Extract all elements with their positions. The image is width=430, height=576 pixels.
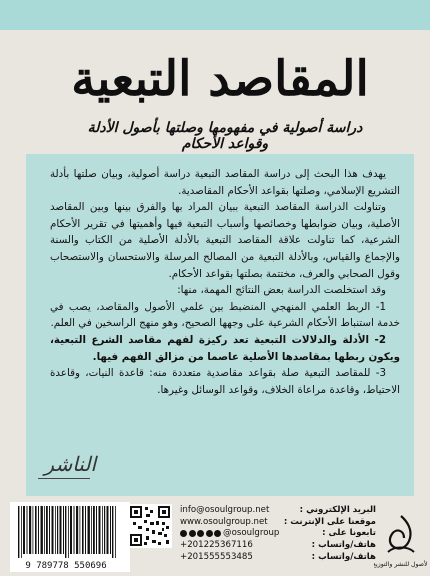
blurb-result-2: 2- الأدلة والدلالات التبعية تعد ركيزة لفهم مقاصد الشرع التبعية، ويكون ربطها بمقاصدها الأصلية عاصما من مزالق الفهم فيها. [50, 333, 400, 363]
phone-2-label: هاتف/واتساب : [311, 551, 376, 562]
contact-row-website [180, 516, 376, 528]
contact-row-phone-1 [180, 539, 376, 551]
publisher-logo [374, 512, 428, 570]
social-handle: @osoulgroup [223, 528, 280, 539]
website-label: موقعنا على الإنترنت : [283, 516, 376, 527]
barcode-icon [10, 502, 130, 572]
isbn-digits: 9 789778 550696 [25, 561, 107, 571]
website-value: www.osoulgroup.net [180, 516, 268, 527]
book-title: المقاصد التبعية [71, 51, 369, 107]
instagram-icon [214, 530, 221, 537]
phone-1-label: هاتف/واتساب : [311, 539, 376, 550]
blurb-paragraph: وقد استخلصت الدراسة بعض النتائج المهمة، منها: [177, 284, 386, 297]
publisher-logo-icon [374, 512, 428, 570]
top-color-band [0, 0, 430, 30]
email-value: info@osoulgroup.net [180, 504, 270, 515]
contact-row-email [180, 504, 376, 516]
social-label: تابعونا على : [322, 528, 376, 539]
youtube-icon [197, 530, 204, 537]
phone-1-value: +201225367116 [180, 539, 253, 550]
contact-row-phone-2 [180, 551, 376, 563]
blurb-result-3: 3- للمقاصد التبعية صلة بقواعد مقاصدية متعددة منه: قاعدة النيات، وقاعدة الاحتياط، وقاعدة مراعاة الخلاف، وقواعد الوسائل وغيرها. [50, 367, 400, 396]
contact-info [180, 504, 376, 562]
contact-row-social [180, 527, 376, 539]
isbn-barcode [10, 502, 130, 572]
blurb-result-1: 1- الربط العلمي المنهجي المنضبط بين علمي الأصول والمقاصد، يصب في خدمة استنباط الأحكام الشرعية على وجهها الصحيح، وهو منهج الراسخين في العلم. [50, 300, 400, 330]
phone-2-value: +201555553485 [180, 551, 253, 562]
blurb-paragraph: وتناولت الدراسة المقاصد التبعية ببيان المراد بها والفرق بينها وبين المقاصد الأصلية، وبيان ضوابطها وخصائصها وأسباب التبعية فيها وأهميتها في تقرير الأحكام الشرعية، كما تناولت علاقة المقاصد التبعية بالأدلة الأصلية من الكتاب والسنة والإجماع والقياس، وبالأدلة التبعية من المصالح المرسلة والاستحسان والاستصحاب وقول الصحابي والعرف، مختتمة بصلتها بقواعد الأحكام. [50, 201, 400, 280]
email-label: البريد الإلكتروني : [299, 504, 376, 515]
telegram-icon [206, 530, 213, 537]
publisher-logo-text: الأصول للنشر والتوزيع [374, 561, 428, 568]
facebook-icon [180, 530, 187, 537]
social-icons [180, 530, 221, 537]
signature-underline [38, 478, 90, 479]
social-value [180, 528, 279, 538]
qr-code-icon [128, 504, 172, 548]
blurb-paragraph: يهدف هذا البحث إلى دراسة المقاصد التبعية دراسة أصولية، وبيان صلتها بأدلة التشريع الإسلامي، وصلتها بقواعد الأحكام المقاصدية. [50, 168, 400, 197]
qr-code [128, 504, 172, 548]
blurb-panel [26, 154, 414, 496]
publisher-signature [36, 452, 96, 482]
book-subtitle: دراسة أصولية في مفهومها وصلتها بأصول الأدلة وقواعد الأحكام [87, 120, 363, 152]
signature-text: الناشر [44, 452, 96, 476]
x-icon [189, 530, 196, 537]
